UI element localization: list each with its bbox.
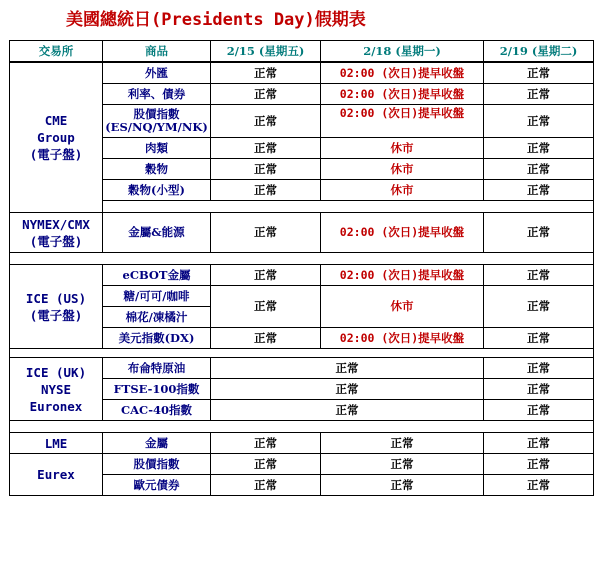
- spacer-row: [10, 349, 594, 358]
- exchange-ice-uk-line-3: Euronex: [29, 398, 83, 414]
- product-cotton: 棉花/凍橘汁: [103, 307, 211, 328]
- spacer-row: [10, 421, 594, 433]
- spacer-cell: [10, 253, 594, 265]
- exchange-lme: LME: [10, 433, 103, 454]
- cell-normal: 正常: [211, 159, 321, 180]
- cell-normal: 正常: [484, 400, 594, 421]
- exchange-cme-line-1: CME: [44, 113, 68, 128]
- cell-normal: 正常: [211, 213, 321, 253]
- cell-normal: 正常: [484, 358, 594, 379]
- cell-normal: 正常: [484, 454, 594, 475]
- exchange-ice-uk: [10, 358, 103, 421]
- cell-normal: 正常: [211, 138, 321, 159]
- cell-early-close: 02:00 (次日)提早收盤: [321, 62, 484, 84]
- cell-normal: 正常: [211, 62, 321, 84]
- product-index-line-2: (ES/NQ/YM/NK): [105, 120, 208, 134]
- exchange-eurex: Eurex: [10, 454, 103, 496]
- cell-normal: 正常: [211, 475, 321, 496]
- spacer-row: [10, 253, 594, 265]
- cell-early-close: 02:00 (次日)提早收盤: [321, 84, 484, 105]
- exchange-cme: [10, 62, 103, 213]
- exchange-cme-line-3: (電子盤): [29, 147, 83, 162]
- product-eurex-index: 股價指數: [103, 454, 211, 475]
- cell-normal: 正常: [211, 180, 321, 201]
- page-title: 美國總統日(Presidents Day)假期表: [66, 10, 366, 30]
- cell-normal: 正常: [484, 159, 594, 180]
- cell-normal: 正常: [321, 433, 484, 454]
- product-rates: 利率、債券: [103, 84, 211, 105]
- table-row: [10, 213, 594, 253]
- cell-normal: 正常: [211, 84, 321, 105]
- cell-normal: 正常: [484, 433, 594, 454]
- cell-closed: 休市: [321, 138, 484, 159]
- cell-early-close: 02:00 (次日)提早收盤: [321, 265, 484, 286]
- product-ftse: FTSE-100指數: [103, 379, 211, 400]
- table-row: [10, 433, 594, 454]
- header-product: 商品: [103, 41, 211, 63]
- cell-normal: 正常: [211, 105, 321, 138]
- cell-normal: 正常: [484, 62, 594, 84]
- cell-normal: 正常: [484, 475, 594, 496]
- product-index-line-1: 股價指數: [133, 107, 180, 121]
- exchange-ice-us: [10, 265, 103, 349]
- spacer-cell: [10, 421, 594, 433]
- exchange-ice-uk-line-2: NYSE: [40, 381, 72, 397]
- table-row: [10, 454, 594, 475]
- cell-normal: 正常: [211, 328, 321, 349]
- cell-normal: 正常: [211, 433, 321, 454]
- cell-closed: 休市: [321, 159, 484, 180]
- cell-normal: 正常: [484, 138, 594, 159]
- header-exchange: 交易所: [10, 41, 103, 63]
- product-grain: 穀物: [103, 159, 211, 180]
- cell-normal: 正常: [321, 475, 484, 496]
- cell-normal: 正常: [484, 84, 594, 105]
- cell-normal: 正常: [484, 213, 594, 253]
- table-row: [10, 265, 594, 286]
- cell-normal: 正常: [484, 180, 594, 201]
- exchange-ice-us-line-2: (電子盤): [29, 307, 83, 323]
- product-lme-metal: 金屬: [103, 433, 211, 454]
- product-brent: 布侖特原油: [103, 358, 211, 379]
- cell-normal: 正常: [321, 454, 484, 475]
- cell-normal: 正常: [211, 286, 321, 328]
- exchange-ice-uk-line-1: ICE (UK): [25, 364, 87, 380]
- header-date-2: 2/18 (星期一): [321, 41, 484, 63]
- cell-closed: 休市: [321, 180, 484, 201]
- cell-normal: 正常: [211, 400, 484, 421]
- exchange-nymex-line-2: (電子盤): [29, 233, 83, 249]
- exchange-cme-line-2: Group: [37, 130, 75, 145]
- header-row: [10, 41, 594, 63]
- product-softs: 糖/可可/咖啡: [103, 286, 211, 307]
- header-date-3: 2/19 (星期二): [484, 41, 594, 63]
- product-ecbot: eCBOT金屬: [103, 265, 211, 286]
- spacer-cell: [10, 349, 594, 358]
- product-eurex-bond: 歐元債券: [103, 475, 211, 496]
- cell-early-close: 02:00 (次日)提早收盤: [321, 328, 484, 349]
- cell-normal: 正常: [484, 328, 594, 349]
- product-fx: 外匯: [103, 62, 211, 84]
- cell-normal: 正常: [484, 105, 594, 138]
- cell-closed: 休市: [321, 286, 484, 328]
- exchange-nymex-line-1: NYMEX/CMX: [22, 216, 90, 232]
- cell-normal: 正常: [484, 379, 594, 400]
- table-row: [10, 358, 594, 379]
- exchange-nymex: [10, 213, 103, 253]
- product-index: [103, 105, 211, 138]
- holiday-schedule-table: [9, 40, 594, 496]
- exchange-ice-us-line-1: ICE (US): [25, 290, 87, 306]
- table-row: [10, 62, 594, 84]
- header-date-1: 2/15 (星期五): [211, 41, 321, 63]
- cell-normal: 正常: [211, 379, 484, 400]
- cell-early-close: 02:00 (次日)提早收盤: [321, 213, 484, 253]
- cell-normal: 正常: [211, 265, 321, 286]
- product-dx: 美元指數(DX): [103, 328, 211, 349]
- product-grain-mini: 穀物(小型): [103, 180, 211, 201]
- product-meat: 肉類: [103, 138, 211, 159]
- product-cac: CAC-40指數: [103, 400, 211, 421]
- cell-normal: 正常: [211, 358, 484, 379]
- product-metal-energy: 金屬&能源: [103, 213, 211, 253]
- cell-normal: 正常: [484, 286, 594, 328]
- cell-early-close: 02:00 (次日)提早收盤: [321, 105, 484, 138]
- spacer-cell: [103, 201, 594, 213]
- cell-normal: 正常: [211, 454, 321, 475]
- cell-normal: 正常: [484, 265, 594, 286]
